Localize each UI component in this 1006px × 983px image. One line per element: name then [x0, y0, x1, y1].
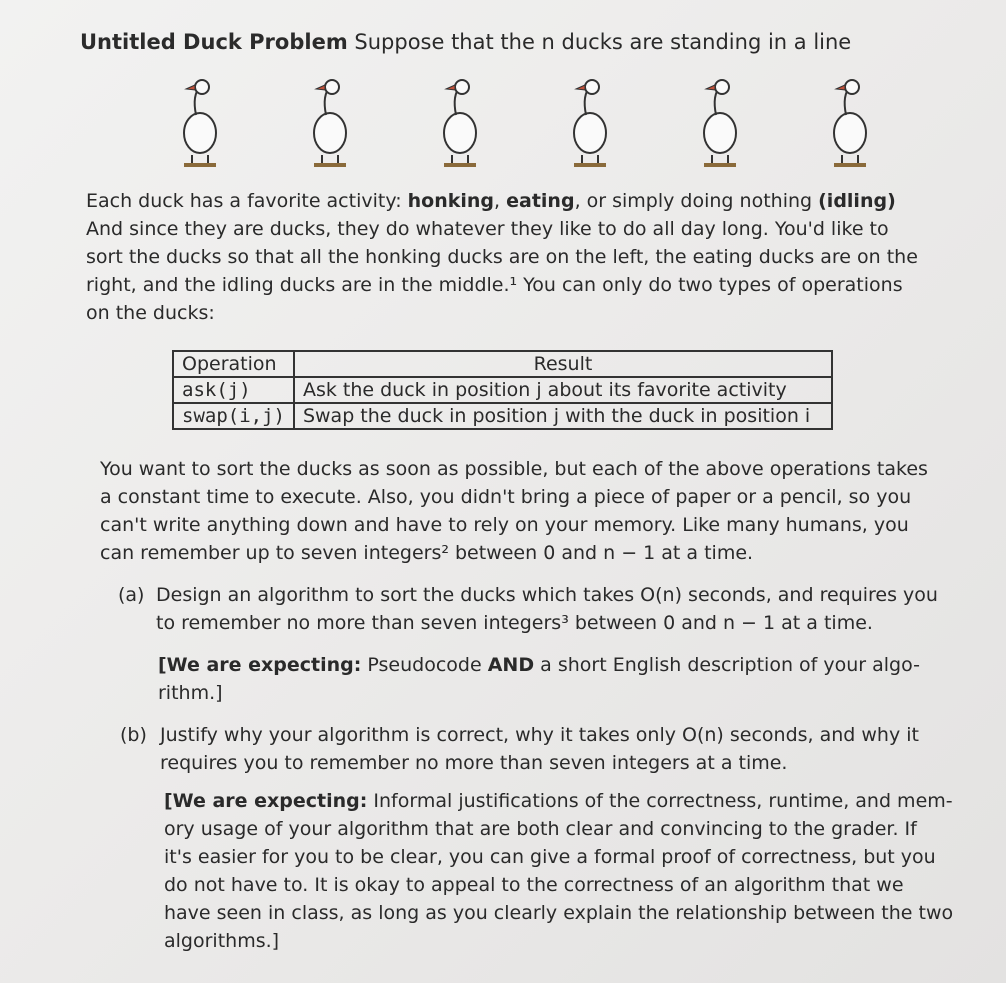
- idling-term: (idling): [818, 190, 896, 212]
- honking-term: honking: [407, 190, 495, 212]
- duck-icon: [690, 75, 750, 175]
- problem-title-bold: Untitled Duck Problem: [80, 30, 348, 54]
- part-a-label: (a): [118, 584, 145, 606]
- duck-icon: [170, 75, 230, 175]
- table-row: [173, 377, 832, 403]
- part-a-expect-text-b: a short English description of your algo-: [534, 654, 920, 676]
- part-b-expect-line1: [164, 790, 953, 812]
- part-b-expect-line6: algorithms.]: [164, 930, 280, 952]
- table-header-row: [173, 351, 832, 377]
- para2-line2: a constant time to execute. Also, you didn't bring a piece of paper or a pencil, so you: [100, 486, 912, 508]
- para1-line2: And since they are ducks, they do whatever they like to do all day long. You'd like to: [86, 218, 889, 240]
- para1-sep: ,: [494, 190, 507, 212]
- part-b-expect-line2: ory usage of your algorithm that are both clear and convincing to the grader. If: [164, 818, 917, 840]
- part-b-line2: requires you to remember no more than seven integers at a time.: [160, 752, 788, 774]
- para1-line5: on the ducks:: [86, 302, 215, 324]
- part-a-line1: Design an algorithm to sort the ducks which takes O(n) seconds, and requires you: [156, 584, 938, 606]
- operations-table: [172, 350, 833, 430]
- table-cell-result: Ask the duck in position j about its favorite activity: [294, 377, 832, 403]
- part-b-expect-bold: [We are expecting:: [164, 790, 368, 812]
- part-b-expect-line3: it's easier for you to be clear, you can give a formal proof of correctness, but you: [164, 846, 936, 868]
- table-cell-op: ask(j): [173, 377, 294, 403]
- duck-icon: [560, 75, 620, 175]
- part-a-expect-and: AND: [487, 654, 535, 676]
- table-header-result: Result: [294, 351, 832, 377]
- para2-line3: can't write anything down and have to rely on your memory. Like many humans, you: [100, 514, 909, 536]
- eating-term: eating: [506, 190, 575, 212]
- table-cell-result: Swap the duck in position j with the duck in position i: [294, 403, 832, 429]
- part-b-expect-text: Informal justifications of the correctness, runtime, and mem-: [367, 790, 953, 812]
- para1-line4: right, and the idling ducks are in the middle.¹ You can only do two types of operations: [86, 274, 903, 296]
- para1-line3: sort the ducks so that all the honking ducks are on the left, the eating ducks are on the: [86, 246, 918, 268]
- para2-line1: You want to sort the ducks as soon as possible, but each of the above operations takes: [100, 458, 928, 480]
- part-b-expect-line4: do not have to. It is okay to appeal to the correctness of an algorithm that we: [164, 874, 904, 896]
- problem-title: [80, 30, 851, 54]
- duck-icon: [300, 75, 360, 175]
- part-a-expect-bold: [We are expecting:: [158, 654, 362, 676]
- table-header-operation: Operation: [173, 351, 294, 377]
- duck-icon: [430, 75, 490, 175]
- table-cell-op: swap(i,j): [173, 403, 294, 429]
- part-b-label: (b): [120, 724, 147, 746]
- problem-title-text: Suppose that the n ducks are standing in a line: [354, 30, 852, 54]
- duck-icon: [820, 75, 880, 175]
- para2-line4: can remember up to seven integers² between 0 and n − 1 at a time.: [100, 542, 754, 564]
- part-a-expect-line1: [158, 654, 920, 676]
- part-b-expect-line5: have seen in class, as long as you clearly explain the relationship between the two: [164, 902, 954, 924]
- para1-text: Each duck has a favorite activity:: [86, 190, 408, 212]
- ducks-row: [170, 75, 890, 185]
- para1-text-b: , or simply doing nothing: [574, 190, 819, 212]
- part-a-expect-line2: rithm.]: [158, 682, 223, 704]
- part-a-line2: to remember no more than seven integers³ between 0 and n − 1 at a time.: [156, 612, 873, 634]
- part-a-expect-text: Pseudocode: [361, 654, 488, 676]
- part-b-line1: Justify why your algorithm is correct, why it takes only O(n) seconds, and why it: [160, 724, 919, 746]
- table-row: [173, 403, 832, 429]
- para1-line1: [86, 190, 896, 212]
